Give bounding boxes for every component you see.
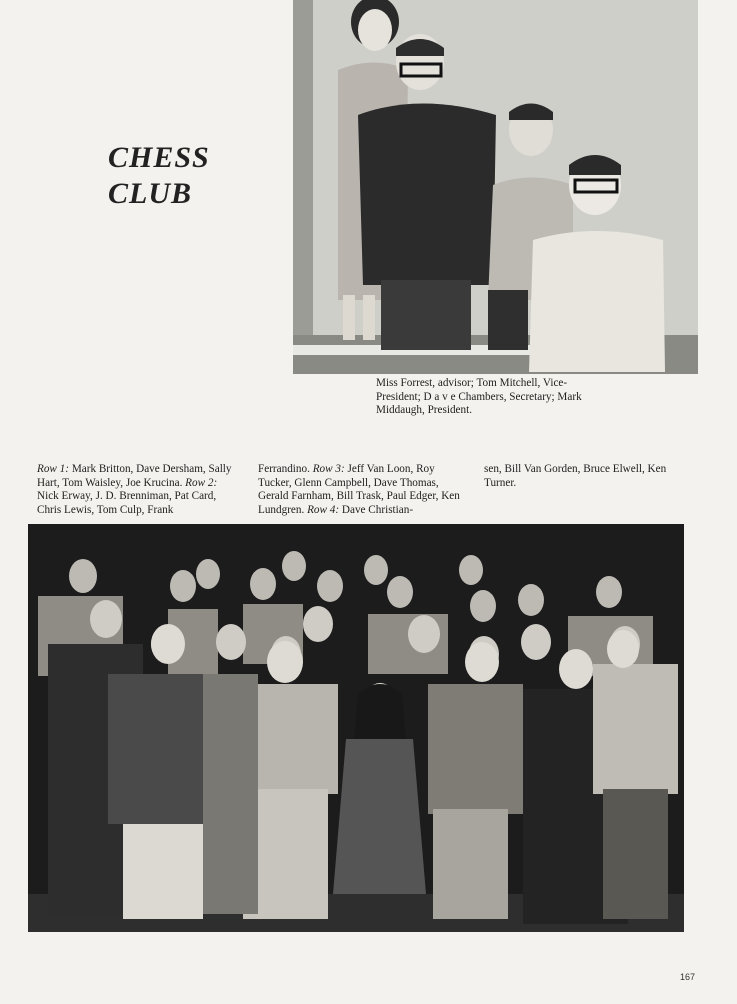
officers-photo-graphic bbox=[293, 0, 698, 374]
page-number: 167 bbox=[679, 972, 695, 982]
row-2-names: Nick Erway, J. D. Brenniman, Pat Card, Chris Lewis, Tom Culp, Frank bbox=[37, 490, 217, 516]
row-3-names: Jeff Van Loon, Roy Tucker, Glenn Campbell, Dave Thomas, Gerald Farnham, Bill Trask, Paul Edger, Ken Lundgren. bbox=[258, 463, 460, 516]
page-title bbox=[108, 140, 268, 212]
title-line-1: CHESS bbox=[108, 141, 210, 174]
row-2-names-cont: Ferrandino. bbox=[258, 463, 313, 475]
roster-column-1 bbox=[37, 463, 237, 517]
roster-column-2 bbox=[258, 463, 461, 517]
officers-photo bbox=[293, 0, 698, 374]
row-1-names: Mark Britton, Dave Dersham, Sally Hart, Tom Waisley, Joe Krucina. bbox=[37, 463, 232, 489]
row-3-label: Row 3: bbox=[312, 463, 345, 475]
group-photo-graphic bbox=[28, 524, 684, 932]
row-4-label: Row 4: bbox=[307, 503, 340, 516]
row-1-label: Row 1: bbox=[37, 463, 70, 475]
roster-column-3: sen, Bill Van Gorden, Bruce Elwell, Ken Turner. bbox=[484, 463, 667, 489]
title-line-2: CLUB bbox=[108, 177, 193, 210]
row-2-label: Row 2: bbox=[185, 476, 218, 489]
group-photo bbox=[28, 524, 684, 932]
row-4-names: Dave Christian- bbox=[339, 503, 414, 516]
officers-caption: Miss Forrest, advisor; Tom Mitchell, Vice-President; D a v e Chambers, Secretary; Mark Middaugh, President. bbox=[376, 377, 582, 417]
